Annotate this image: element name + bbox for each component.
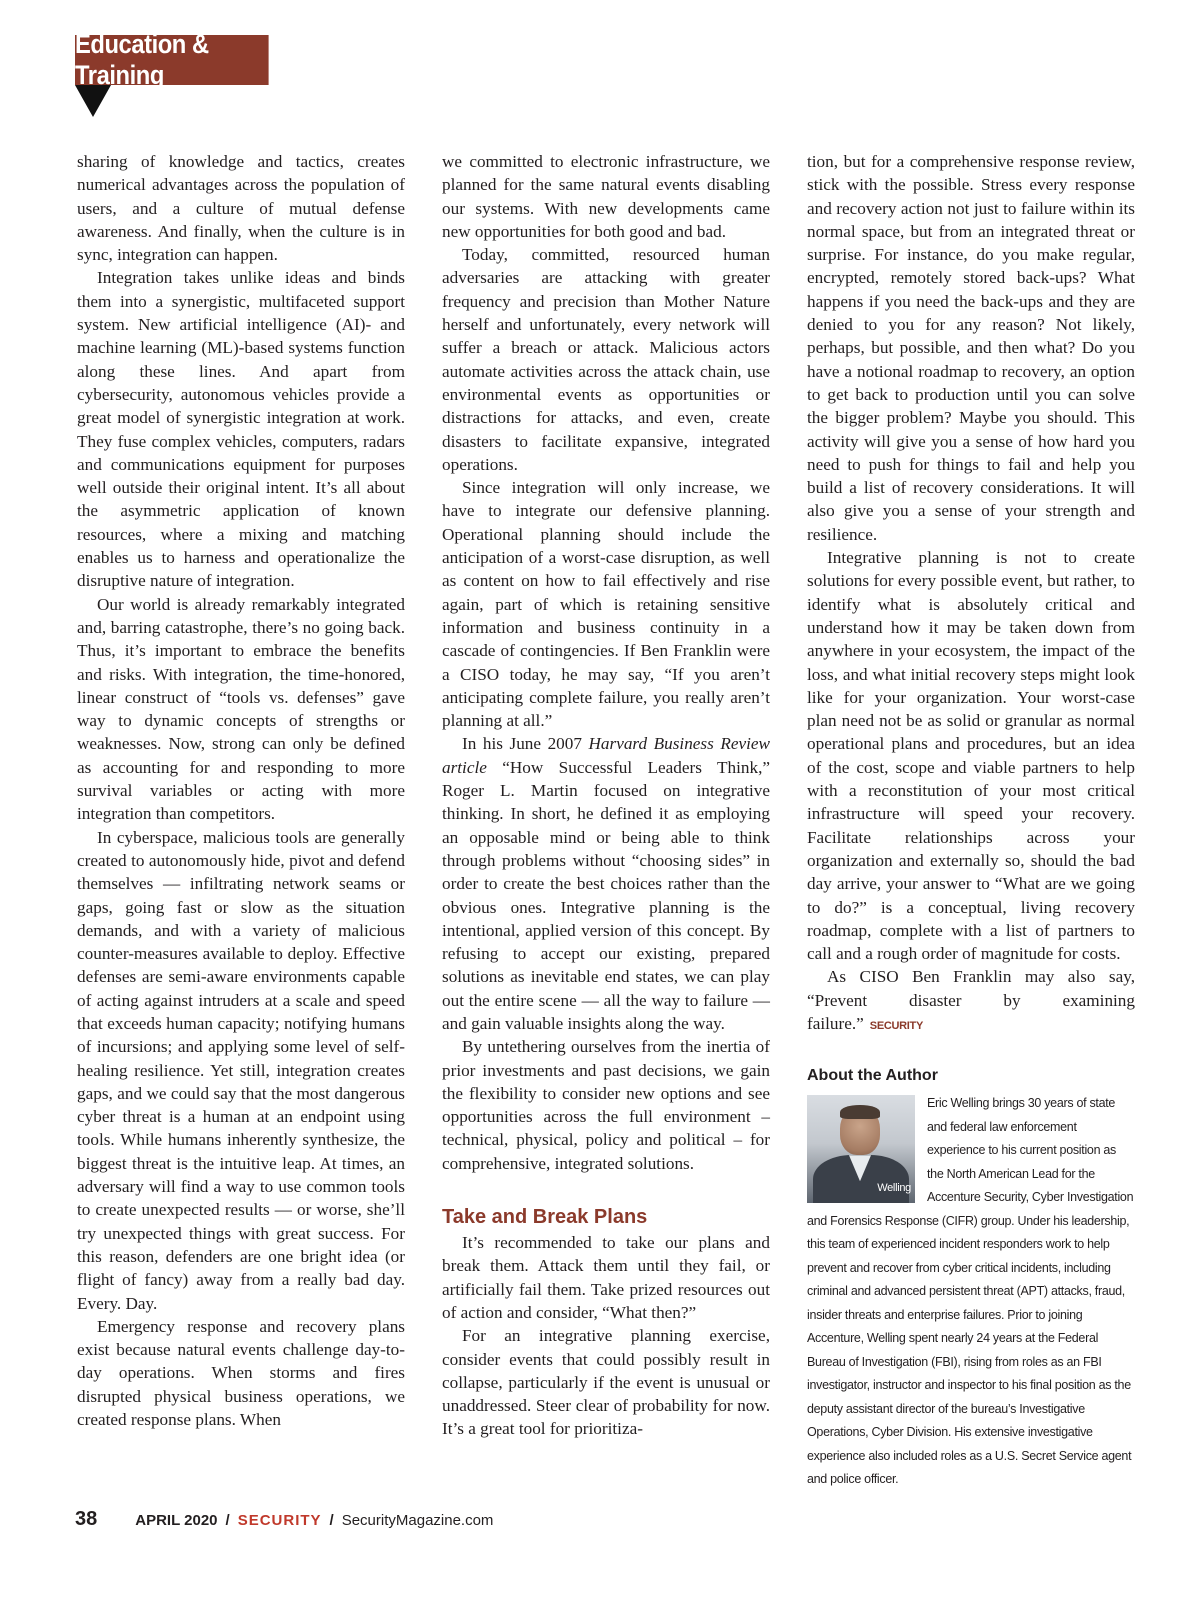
author-bio	[807, 1092, 1135, 1492]
article-column-1	[77, 150, 405, 1510]
section-label: Education & Training	[75, 35, 269, 85]
paragraph: Emergency response and recovery plans exist because natural events challenge day-to-day operations. When storms and fires disrupted physical business operations, we created response plans. When	[77, 1316, 405, 1430]
bio-text: Eric Welling brings 30 years of state and federal law enforcement experience to his current position as the North American Lead for the Accenture Security, Cyber Investigation and Forensics Response (CIFR) group. Under his leadership, this team of experienced incident responders work to help prevent and recover from cyber critical incidents, including criminal and advanced persistent threat (APT) attacks, fraud, insider threats and enterprise failures. Prior to joining Accenture, Welling spent nearly 24 years at the Federal Bureau of Investigation (FBI), rising from roles as an FBI investigator, instructor and inspector to his final position as the deputy assistant director of the bureau’s Investigative Operations, Cyber Division. His extensive investigative experience also included roles as a U.S. Secret Service agent and police officer.	[807, 1096, 1134, 1487]
paragraph: In cyberspace, malicious tools are generally created to autonomously hide, pivot and defend themselves — infiltrating network seams or gaps, going fast or slow as the situation demands, and with a variety of malicious counter-measures available to deploy. Effective defenses are semi-aware environments capable of acting against intruders at a scale and speed that exceeds human capacity; notifying humans of incursions; and applying some level of self-healing resilience. Yet still, integration creates gaps, and we could say that the most dangerous cyber threat is a human at an endpoint using tools. While humans inherently synthesize, the biggest threat is the intuitive leap. At times, an adversary will find a way to use common tools to create unexpected results — or worse, she’ll try unexpected things with great success. For this reason, defenders are one bright idea (or flight of fancy) away from a really bad day. Every. Day.	[77, 827, 405, 1313]
paragraph: sharing of knowledge and tactics, creates numerical advantages across the population of users, and a culture of mutual defense awareness. And finally, when the culture is in sync, integration can happen.	[77, 152, 405, 265]
paragraph: we committed to electronic infrastructure, we planned for the same natural events disabling our systems. With new developments came new opportunities for both good and bad.	[442, 152, 770, 241]
about-author-heading: About the Author	[807, 1067, 938, 1085]
closing-sentence: As CISO Ben Franklin may also say, “Prevent disaster by examining failure.”	[807, 967, 1135, 1033]
separator: /	[329, 1512, 334, 1529]
section-label-flag-icon	[75, 85, 111, 117]
paragraph: Our world is already remarkably integrated and, barring catastrophe, there’s no going back. Thus, it’s important to embrace the benefits and risks. With integration, the time-honored, linear construct of “tools vs. defenses” gave way to dynamic concepts of strengths or weaknesses. Now, strong can only be defined as accounting for and responding to more survival variables or acting with more integration than competitors.	[77, 594, 405, 824]
article-citation: Harvard Business Review article	[442, 734, 770, 777]
website-link[interactable]: SecurityMagazine.com	[341, 1512, 494, 1529]
paragraph: For an integrative planning exercise, consider events that could possibly result in collapse, particularly if the event is unusual or unaddressed. Steer clear of probability for now. It’s a great tool for prioritiza-	[442, 1326, 770, 1439]
paragraph	[807, 965, 1135, 1038]
magazine-brand: SECURITY	[237, 1512, 322, 1529]
paragraph: Today, committed, resourced human adversaries are attacking with greater frequency and precision than Mother Nature herself and unfortunately, every network will suffer a breach or attack. Malicious actors automate activities across the attack chain, use environmental events as opportunities or distractions for attacks, and even, create disasters to facilitate expansive, integrated operations.	[442, 245, 770, 474]
paragraph: By untethering ourselves from the inertia of prior investments and past decisions, we gain the flexibility to consider new options and see opportunities across the full environment – technical, physical, policy and political – for comprehensive, integrated solutions.	[442, 1037, 770, 1173]
article-column-3	[807, 150, 1135, 1510]
paragraph	[442, 732, 770, 1035]
paragraph: Integration takes unlike ideas and binds them into a synergistic, multifaceted support system. New artificial intelligence (AI)- and machine learning (ML)-based systems function along these lines. And apart from cybersecurity, autonomous vehicles provide a great model of synergistic integration at work. They fuse complex vehicles, computers, radars and communications equipment for purposes well outside their original intent. It’s all about the asymmetric application of known resources, where a mixing and matching enables us to harness and operationalize the disruptive nature of integration.	[77, 268, 405, 591]
separator: /	[225, 1512, 230, 1529]
subheading: Take and Break Plans	[442, 1206, 648, 1229]
paragraph: Since integration will only increase, we have to integrate our defensive planning. Operational planning should include the anticipation of a worst-case disruption, as well as content on how to fail effectively and rise again, part of which is retaining sensitive information and business continuity in a cascade of contingencies. If Ben Franklin were a CISO today, he may say, “If you aren’t anticipating complete failure, you really aren’t planning at all.”	[442, 478, 770, 731]
page-footer	[75, 1508, 493, 1531]
paragraph-rest: “How Successful Leaders Think,” Roger L. Martin focused on integrative thinking. In short, he defined it as employing an opposable mind or being able to think through problems without “choosing sides” in order to create the best choices rather than the obvious ones. Integrative planning is the intentional, applied version of this concept. By refusing to accept our existing, prepared solutions as inevitable end states, we can play out the entire scene — all the way to failure — and gain valuable insights along the way.	[442, 757, 770, 1033]
end-mark: SECURITY	[869, 1019, 923, 1032]
photo-hair	[840, 1105, 880, 1119]
author-photo	[807, 1095, 915, 1203]
paragraph: Integrative planning is not to create solutions for every possible event, but rather, to identify what is absolutely critical and understand how it may be taken down from anywhere in your ecosystem, the impact of the loss, and what initial recovery steps might look like for your organization. Your worst-case plan need not be as solid or granular as normal operational plans and procedures, but an idea of the cost, scope and viable partners to help with a reconstitution of your most critical infrastructure will speed your recovery. Facilitate relationships across your organization and externally so, should the bad day arrive, your answer to “What are we going to do?” is a conceptual, living recovery roadmap, complete with a list of partners to call and a rough order of magnitude for costs.	[807, 548, 1135, 964]
paragraph: tion, but for a comprehensive response review, stick with the possible. Stress every response and recovery action not just to failure within its normal space, but from an integrated threat or surprise. For instance, do you make regular, encrypted, remotely stored back-ups? What happens if you need the back-ups and they are denied to you for any reason? Not likely, perhaps, but possible, and then what? Do you have a notional roadmap to recovery, an option to get back to production until you can solve the bigger problem? Maybe you should. This activity will give you a sense of how hard you need to push for things to fail and help you build a list of recovery considerations. It will also give you a sense of your strength and resilience.	[807, 152, 1135, 544]
paragraph-lead: In his June 2007	[462, 734, 589, 754]
paragraph: It’s recommended to take our plans and break them. Attack them until they fail, or artificially fail them. Take prized resources out of action and consider, “What then?”	[442, 1233, 770, 1322]
article-column-2	[442, 150, 770, 1510]
page-number: 38	[75, 1508, 98, 1530]
issue-date: APRIL 2020	[135, 1512, 218, 1529]
photo-caption: Welling	[877, 1181, 911, 1194]
